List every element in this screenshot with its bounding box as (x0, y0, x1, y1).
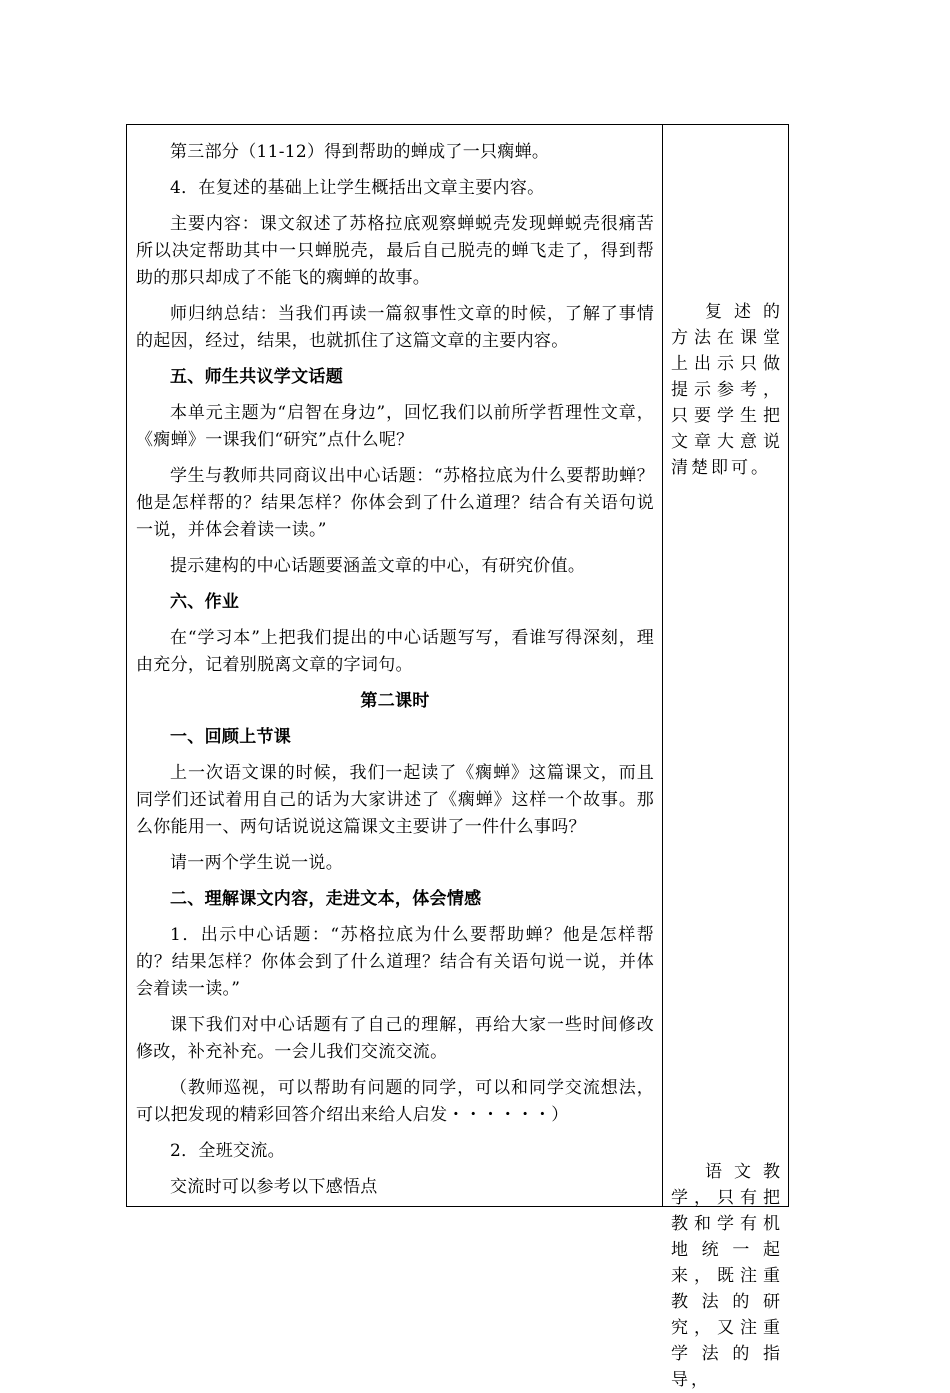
paragraph-students-speak: 请一两个学生说一说。 (170, 853, 343, 873)
side-note-retell-text: 复述的方法在课堂上出示只做提示参考，只要学生把文章大意说清楚即可。 (671, 302, 783, 478)
lesson-plan-table (126, 124, 789, 1390)
paragraph-reference-points: 交流时可以参考以下感悟点 (170, 1177, 378, 1197)
paragraph-revise-time: 课下我们对中心话题有了自己的理解，再给大家一些时间修改修改，补充补充。一会儿我们交流交流。 (136, 1015, 654, 1062)
paragraph-show-topic: 1．出示中心话题：“苏格拉底为什么要帮助蝉？他是怎样帮的？结果怎样？你体会到了什么道理？结合有关语句说一说，并体会着读一读。” (136, 925, 654, 999)
paragraph-teacher-summary: 师归纳总结：当我们再读一篇叙事性文章的时候，了解了事情的起因，经过，结果，也就抓住了这篇文章的主要内容。 (136, 304, 654, 351)
heading-review: 一、回顾上节课 (170, 727, 292, 747)
paragraph-teacher-patrol: （教师巡视，可以帮助有问题的同学，可以和同学交流想法，可以把发现的精彩回答介绍出来给人启发・・・・・・） (136, 1078, 654, 1125)
paragraph-part-three: 第三部分（11-12）得到帮助的蝉成了一只瘸蝉。 (170, 142, 550, 162)
paragraph-class-exchange: 2．全班交流。 (170, 1141, 285, 1161)
paragraph-central-topic: 学生与教师共同商议出中心话题：“苏格拉底为什么要帮助蝉？他是怎样帮的？结果怎样？你体会到了什么道理？结合有关语句说一说，并体会着读一读。” (136, 466, 654, 540)
side-note-teaching (671, 1159, 783, 1393)
side-note-retell (671, 299, 783, 481)
paragraph-review-text: 上一次语文课的时候，我们一起读了《瘸蝉》这篇课文，而且同学们还试着用自己的话为大家讲述了《瘸蝉》这样一个故事。那么你能用一、两句话说说这篇课文主要讲了一件什么事吗？ (136, 763, 654, 837)
heading-section-6: 六、作业 (170, 592, 240, 612)
paragraph-step-4: 4．在复述的基础上让学生概括出文章主要内容。 (170, 178, 545, 198)
main-content-column (136, 139, 654, 1210)
heading-understand-text: 二、理解课文内容，走进文本，体会情感 (170, 889, 482, 909)
paragraph-topic-hint: 提示建构的中心话题要涵盖文章的中心，有研究价值。 (170, 556, 586, 576)
paragraph-homework: 在“学习本”上把我们提出的中心话题写写，看谁写得深刻，理由充分，记着别脱离文章的字词句。 (136, 628, 654, 675)
side-note-teaching-text: 语文教学，只有把教和学有机地统一起来，既注重教法的研究，又注重学法的指导， (671, 1162, 783, 1390)
paragraph-unit-theme: 本单元主题为“启智在身边”，回忆我们以前所学哲理性文章，《瘸蝉》一课我们“研究”点什么呢？ (136, 403, 654, 450)
heading-second-lesson: 第二课时 (360, 691, 430, 711)
paragraph-main-content: 主要内容：课文叙述了苏格拉底观察蝉蜕壳发现蝉蜕壳很痛苦所以决定帮助其中一只蝉脱壳，最后自己脱壳的蝉飞走了，得到帮助的那只却成了不能飞的瘸蝉的故事。 (136, 214, 654, 288)
column-divider (662, 125, 663, 1206)
heading-section-5: 五、师生共议学文话题 (170, 367, 343, 387)
